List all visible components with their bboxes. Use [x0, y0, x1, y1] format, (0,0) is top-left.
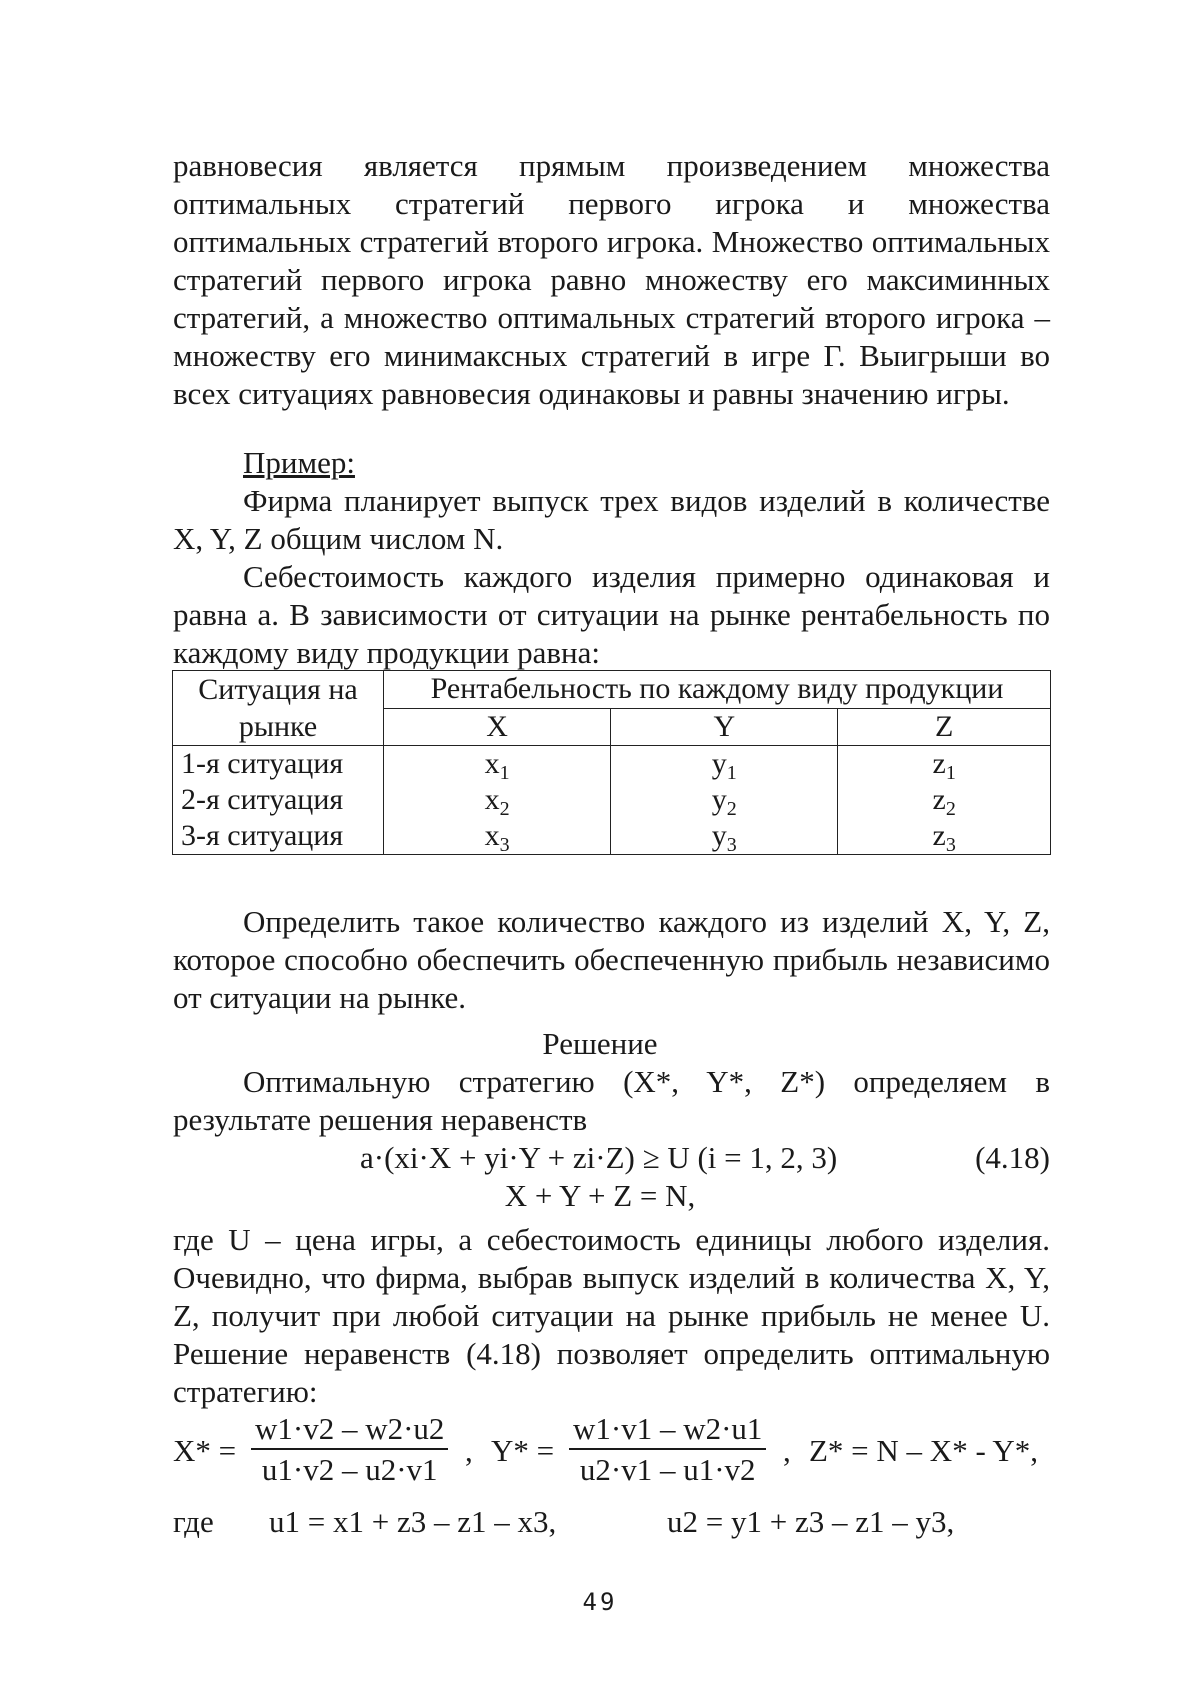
- table-col-x: X: [384, 708, 611, 746]
- table-header-situation: Ситуация на рынке: [173, 671, 384, 746]
- sum-equation: X + Y + Z = N,: [504, 1178, 696, 1213]
- paragraph-cost: Себестоимость каждого изделия примерно одинаковая и равна a. В зависимости от ситуации на рынке рентабельность по каждому виду продукции равна:: [173, 559, 1050, 670]
- page-number: 49: [582, 1588, 618, 1616]
- table-cell-z: $z_1$: [838, 746, 1051, 783]
- y-star-separator: ,: [783, 1433, 791, 1468]
- table-cell-situation: 3-я ситуация: [173, 818, 384, 855]
- z-star-expression: Z* = N – X* - Y*,: [809, 1433, 1039, 1468]
- solution-title: Решение: [542, 1026, 658, 1061]
- table-row: [173, 746, 1051, 783]
- profitability-table: [172, 670, 1051, 855]
- y-star-numerator: w1·v1 – w2·u1: [569, 1410, 766, 1450]
- x-star-separator: ,: [465, 1433, 473, 1468]
- table-col-y: Y: [611, 708, 838, 746]
- paragraph-task: Определить такое количество каждого из изделий X, Y, Z, которое способно обеспечить обеспеченную прибыль независимо от ситуации на рынке.: [173, 904, 1050, 1015]
- equation-number: (4.18): [975, 1140, 1050, 1175]
- table-cell-z: $z_3$: [838, 818, 1051, 855]
- table-cell-situation: 2-я ситуация: [173, 782, 384, 818]
- paragraph-after-equations: где U – цена игры, а себестоимость единицы любого изделия. Очевидно, что фирма, выбрав выпуск изделий в количества X, Y, Z, получит при любой ситуации на рынке прибыль не менее U. Решение неравенств (4.18) позволяет определить оптимальную стратегию:: [173, 1222, 1050, 1409]
- inequality-equation: a·(xi·X + yi·Y + zi·Z) ≥ U (i = 1, 2, 3): [360, 1140, 838, 1175]
- table-header-profitability: Рентабельность по каждому виду продукции: [384, 671, 1051, 709]
- example-label: Пример:: [243, 445, 355, 480]
- table-cell-y: $y_2$: [611, 782, 838, 818]
- paragraph-intro: равновесия является прямым произведением множества оптимальных стратегий первого игрока и множества оптимальных стратегий второго игрока. Множество оптимальных стратегий первого игрока равно множеству его максиминных стратегий, а множество оптимальных стратегий второго игрока – множеству его минимаксных стратегий в игре Г. Выигрыши во всех ситуациях равновесия одинаковы и равны значению игры.: [173, 148, 1050, 411]
- where-label: где: [173, 1504, 214, 1539]
- optimal-strategy-formulas: [173, 1410, 1073, 1500]
- table-row: [173, 818, 1051, 855]
- u2-definition: u2 = y1 + z3 – z1 – y3,: [667, 1504, 955, 1539]
- paragraph-firm: Фирма планирует выпуск трех видов изделий в количестве X, Y, Z общим числом N.: [173, 483, 1050, 556]
- x-star-denominator: u1·v2 – u2·v1: [261, 1452, 438, 1487]
- x-star-numerator: w1·v2 – w2·u2: [251, 1410, 448, 1450]
- paragraph-solution: Оптимальную стратегию (X*, Y*, Z*) определяем в результате решения неравенств: [173, 1064, 1050, 1137]
- table-cell-x: $x_3$: [384, 818, 611, 855]
- table-cell-z: $z_2$: [838, 782, 1051, 818]
- where-definitions: [173, 1503, 1073, 1543]
- table-cell-x: $x_1$: [384, 746, 611, 783]
- table-col-z: Z: [838, 708, 1051, 746]
- y-star-lhs: Y* =: [491, 1433, 555, 1468]
- table-cell-y: $y_1$: [611, 746, 838, 783]
- table-cell-y: $y_3$: [611, 818, 838, 855]
- x-star-lhs: X* =: [173, 1433, 237, 1468]
- y-star-denominator: u2·v1 – u1·v2: [579, 1452, 756, 1487]
- u1-definition: u1 = x1 + z3 – z1 – x3,: [269, 1504, 557, 1539]
- x-star-fraction: [251, 1410, 448, 1490]
- table-cell-situation: 1-я ситуация: [173, 746, 384, 783]
- y-star-fraction: [569, 1410, 766, 1490]
- table-row: [173, 782, 1051, 818]
- table-cell-x: $x_2$: [384, 782, 611, 818]
